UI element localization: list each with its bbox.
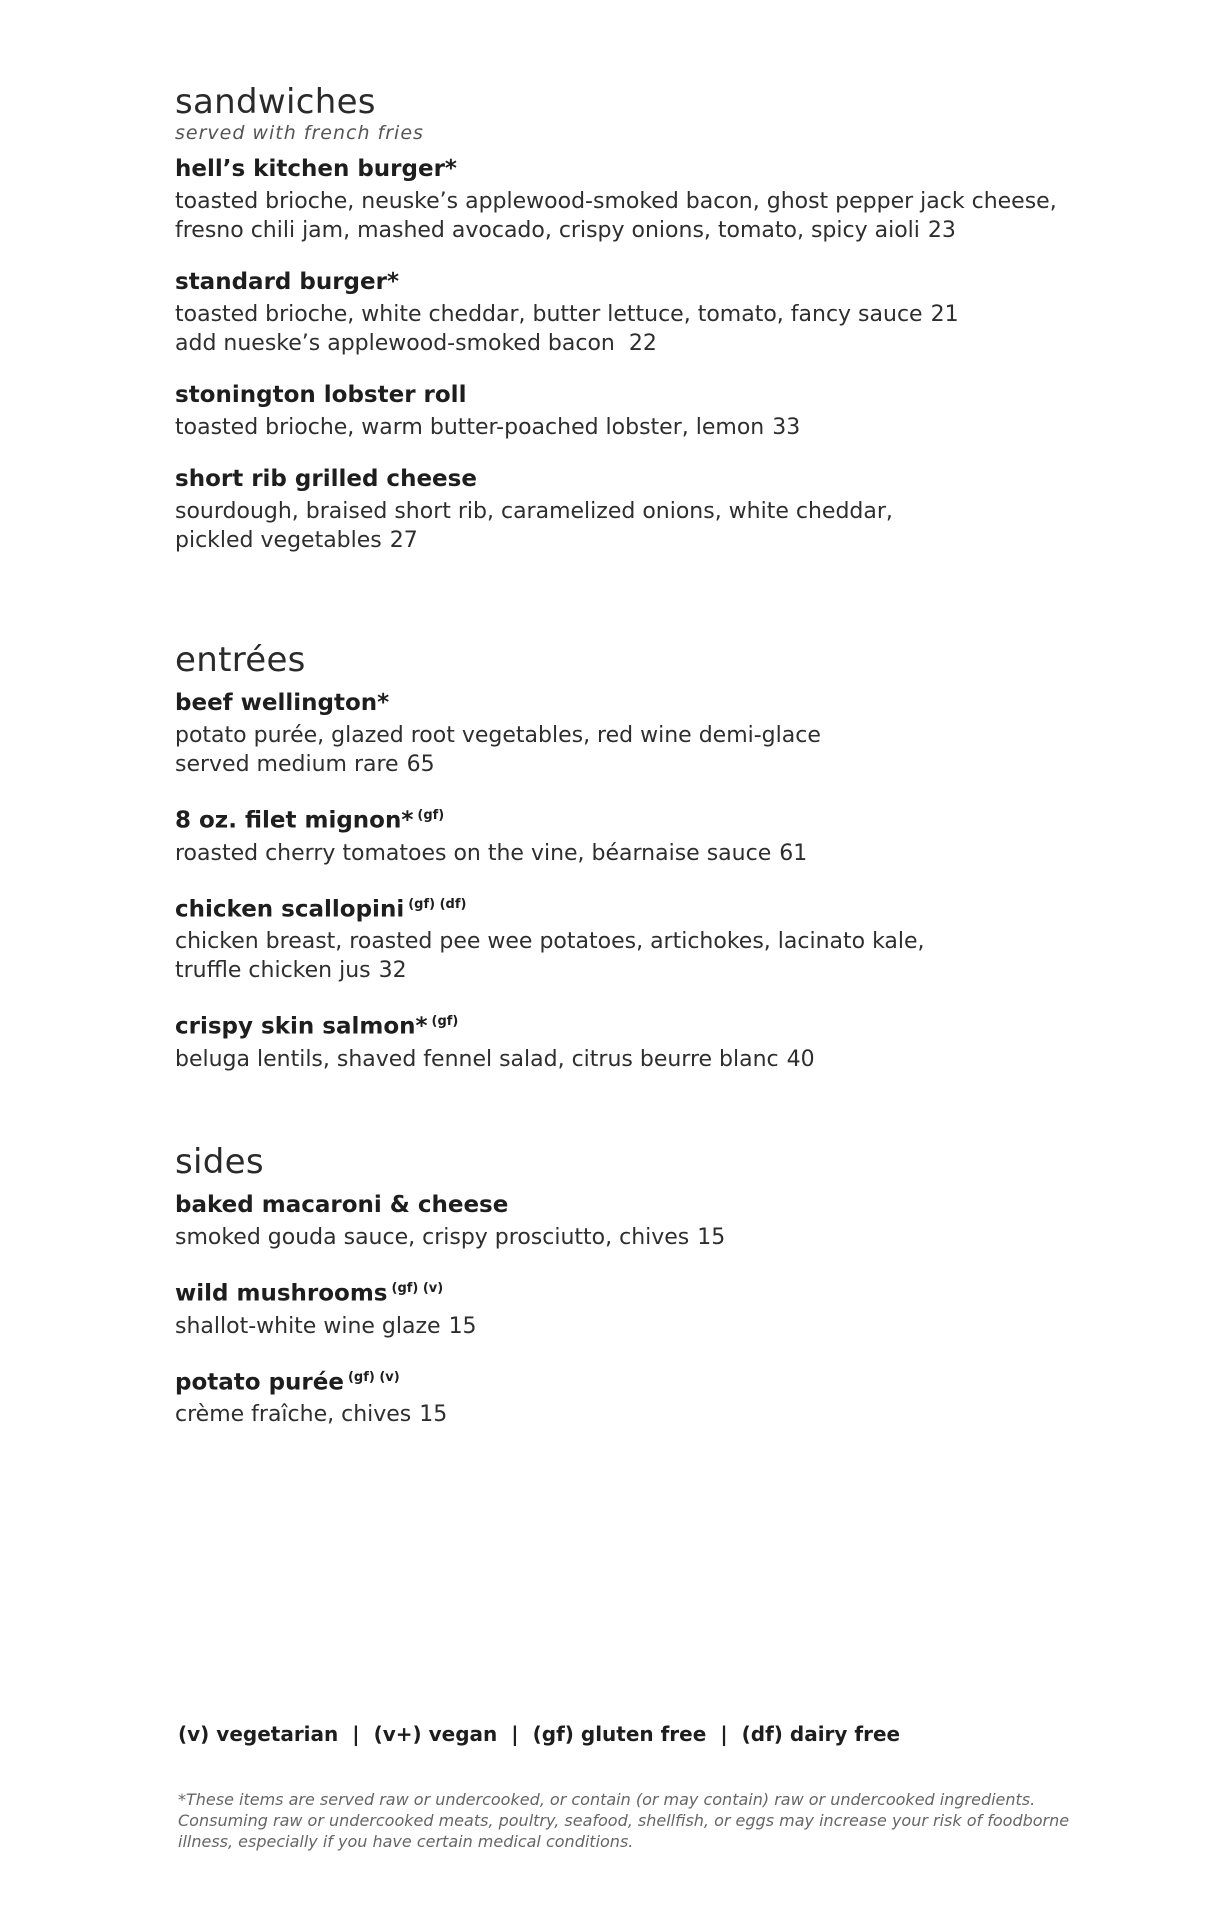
item-name: crispy skin salmon* $^{(gf)}$ [175, 1013, 459, 1040]
menu-item [175, 1274, 1075, 1341]
dietary-legend [178, 1722, 900, 1746]
dietary-tags: (gf) [431, 1014, 459, 1030]
item-name: baked macaroni & cheese [175, 1192, 509, 1218]
dietary-tags: (gf) (v) [391, 1281, 444, 1296]
legend-gluten-free: (gf) gluten free [532, 1722, 707, 1746]
item-name: wild mushrooms $^{(gf) (v)}$ [175, 1280, 444, 1307]
menu-item [175, 801, 1075, 868]
menu-item [175, 380, 1075, 442]
legend-separator: | [511, 1722, 519, 1746]
legend-vegetarian: (v) vegetarian [178, 1722, 339, 1746]
section-sandwiches [175, 82, 1075, 577]
item-price: 33 [772, 415, 801, 440]
legend-separator: | [352, 1722, 360, 1746]
item-price: 32 [378, 958, 407, 984]
item-price: 27 [389, 528, 418, 553]
menu-item [175, 1190, 1075, 1252]
legend-separator: | [720, 1722, 728, 1746]
item-name: short rib grilled cheese [175, 466, 477, 492]
section-title: entrées [175, 640, 306, 680]
item-name: standard burger* [175, 269, 399, 295]
item-price: 15 [448, 1313, 477, 1339]
menu-item [175, 154, 1075, 245]
section-sides [175, 1142, 1075, 1451]
section-entrees [175, 640, 1075, 1096]
item-name: stonington lobster roll [175, 382, 467, 408]
section-title: sides [175, 1142, 264, 1182]
item-price: 15 [697, 1225, 726, 1250]
item-name: hell’s kitchen burger* [175, 156, 457, 182]
item-description: sourdough, braised short rib, caramelized onions, white cheddar, pickled vegetables 27 [175, 499, 893, 553]
item-price: 21 [930, 302, 959, 327]
menu-item [175, 464, 1075, 555]
dietary-tags: (gf) [417, 808, 445, 823]
dietary-tags: (gf) (v) [347, 1369, 400, 1385]
menu-item [175, 1007, 1075, 1074]
legend-dairy-free: (df) dairy free [741, 1722, 901, 1746]
item-description: beluga lentils, shaved fennel salad, citrus beurre blanc 40 [175, 1046, 815, 1072]
item-description: chicken breast, roasted pee wee potatoes, artichokes, lacinato kale, truffle chicken jus 32 [175, 929, 925, 984]
menu-item [175, 890, 1075, 986]
item-description: toasted brioche, neuske’s applewood-smoked bacon, ghost pepper jack cheese, fresno chili jam, mashed avocado, crispy onions, tomato, spicy aioli 23 [175, 189, 1057, 243]
item-description: crème fraîche, chives 15 [175, 1402, 448, 1428]
raw-food-disclaimer: *These items are served raw or undercooked, or contain (or may contain) raw or undercooked ingredients. Consuming raw or undercooked meats, poultry, seafood, shellfish, or eggs may increase your risk of foodborne illness, especially if you have certain medical conditions. [178, 1790, 1070, 1851]
item-description: toasted brioche, warm butter-poached lobster, lemon 33 [175, 415, 801, 440]
menu-item [175, 1363, 1075, 1430]
item-price: 65 [406, 752, 435, 777]
menu-item [175, 267, 1075, 358]
item-price: 40 [786, 1046, 815, 1072]
item-name: chicken scallopini $^{(gf) (df)}$ [175, 896, 467, 923]
section-title: sandwiches [175, 82, 376, 122]
item-name: potato purée $^{(gf) (v)}$ [175, 1369, 400, 1396]
menu-item [175, 688, 1075, 779]
item-description: shallot-white wine glaze 15 [175, 1313, 477, 1339]
item-name: 8 oz. filet mignon* $^{(gf)}$ [175, 807, 445, 834]
item-description: smoked gouda sauce, crispy prosciutto, chives 15 [175, 1225, 726, 1250]
item-price: 61 [779, 840, 808, 866]
item-description: roasted cherry tomatoes on the vine, béarnaise sauce 61 [175, 840, 808, 866]
item-description: potato purée, glazed root vegetables, red wine demi-glace served medium rare 65 [175, 723, 821, 777]
section-subtitle: served with french fries [175, 122, 424, 144]
item-price: 23 [927, 218, 956, 243]
dietary-tags: (gf) (df) [408, 896, 467, 912]
legend-vegan: (v+) vegan [373, 1722, 498, 1746]
item-price: 15 [419, 1402, 448, 1428]
item-name: beef wellington* [175, 690, 390, 716]
item-description: toasted brioche, white cheddar, butter lettuce, tomato, fancy sauce 21 add nueske’s applewood-smoked bacon 22 [175, 302, 959, 356]
item-addon: add nueske’s applewood-smoked bacon 22 [175, 331, 657, 356]
